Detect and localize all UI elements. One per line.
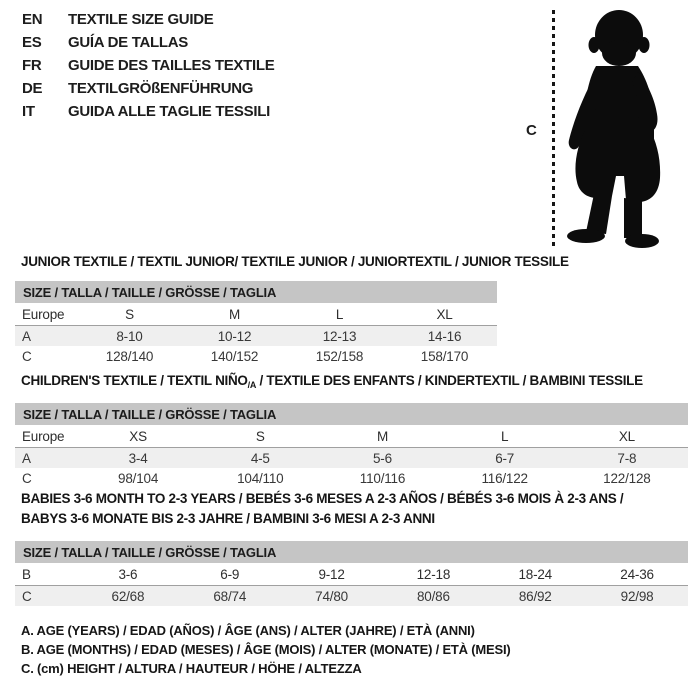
children-size-table	[15, 403, 688, 488]
cell-value: 104/110	[237, 470, 284, 486]
cell-value: 68/74	[179, 586, 281, 607]
size-col-header: M	[321, 425, 443, 448]
children-title-subscript: /A	[247, 380, 257, 390]
language-code: DE	[22, 80, 43, 97]
cell-value: 14-16	[392, 326, 497, 347]
babies-title-line2: BABYS 3-6 MONATE BIS 2-3 JAHRE / BAMBINI 3-6 MESI A 2-3 ANNI	[21, 511, 435, 526]
row-label: C	[22, 348, 32, 364]
language-label: GUIDA ALLE TAGLIE TESSILI	[68, 103, 270, 120]
row-label: A	[15, 326, 77, 347]
table-row-age	[15, 326, 497, 347]
size-header-row	[15, 303, 497, 326]
size-col-header: XL	[392, 303, 497, 326]
cell-value: 86/92	[484, 586, 586, 607]
table-row-height	[15, 346, 497, 366]
language-row-fr	[22, 54, 274, 77]
cell-value: 122/128	[603, 470, 651, 486]
cell-value: 10-12	[182, 326, 287, 347]
junior-size-table	[15, 281, 497, 366]
language-label: GUIDE DES TAILLES TEXTILE	[68, 57, 275, 74]
row-label: C	[15, 586, 77, 607]
cell-value: 12-18	[382, 563, 484, 586]
language-code: EN	[22, 11, 43, 28]
cell-value: 6-9	[179, 563, 281, 586]
language-code: IT	[22, 103, 35, 120]
cell-value: 98/104	[118, 470, 159, 486]
children-title-part: / TEXTILE DES ENFANTS / KINDERTEXTIL / BAMBINI TESSILE	[256, 373, 643, 388]
region-label: Europe	[15, 425, 77, 448]
height-measure-label: C	[526, 122, 537, 139]
cell-value: 128/140	[105, 348, 154, 364]
babies-table-title	[21, 489, 623, 529]
cell-value: 6-7	[444, 448, 566, 469]
size-col-header: S	[199, 425, 321, 448]
language-row-en	[22, 8, 274, 31]
cell-value: 80/86	[382, 586, 484, 607]
cell-value: 5-6	[321, 448, 443, 469]
language-row-it	[22, 100, 274, 123]
language-label: TEXTILE SIZE GUIDE	[68, 11, 214, 28]
table-row-height	[15, 586, 688, 607]
toddler-silhouette	[560, 8, 696, 248]
cell-value: 7-8	[566, 448, 688, 469]
cell-value: 3-6	[77, 563, 179, 586]
legend-line-age-months: B. AGE (MONTHS) / EDAD (MESES) / ÂGE (MOIS) / ALTER (MONATE) / ETÀ (MESI)	[21, 642, 511, 657]
cell-value: 9-12	[281, 563, 383, 586]
legend-line-height: C. (cm) HEIGHT / ALTURA / HAUTEUR / HÖHE / ALTEZZA	[21, 661, 362, 676]
row-label: A	[15, 448, 77, 469]
size-band-label: SIZE / TALLA / TAILLE / GRÖSSE / TAGLIA	[15, 281, 497, 303]
cell-value: 92/98	[586, 586, 688, 607]
cell-value: 62/68	[77, 586, 179, 607]
size-col-header: L	[287, 303, 392, 326]
children-title-part: CHILDREN'S TEXTILE / TEXTIL NIÑO	[21, 373, 248, 388]
measure-legend	[21, 621, 511, 678]
cell-value: 158/170	[420, 348, 469, 364]
cell-value: 74/80	[281, 586, 383, 607]
height-measure-dotted-line	[552, 10, 555, 248]
babies-size-table	[15, 541, 688, 606]
size-col-header: XS	[77, 425, 199, 448]
cell-value: 4-5	[199, 448, 321, 469]
size-col-header: S	[77, 303, 182, 326]
cell-value: 8-10	[77, 326, 182, 347]
babies-title-line1: BABIES 3-6 MONTH TO 2-3 YEARS / BEBÉS 3-6 MESES A 2-3 AÑOS / BÉBÉS 3-6 MOIS À 2-3 ANS /	[21, 491, 624, 506]
language-row-es	[22, 31, 274, 54]
table-row-height	[15, 468, 688, 488]
legend-line-age-years: A. AGE (YEARS) / EDAD (AÑOS) / ÂGE (ANS) / ALTER (JAHRE) / ETÀ (ANNI)	[21, 623, 475, 638]
size-header-row	[15, 425, 688, 448]
size-col-header: XL	[566, 425, 688, 448]
size-band-label: SIZE / TALLA / TAILLE / GRÖSSE / TAGLIA	[15, 403, 688, 425]
size-band-row	[15, 403, 688, 425]
row-label: C	[22, 470, 32, 486]
cell-value: 24-36	[586, 563, 688, 586]
cell-value: 140/152	[210, 348, 259, 364]
language-code: ES	[22, 34, 42, 51]
size-col-header: L	[444, 425, 566, 448]
junior-table-title: JUNIOR TEXTILE / TEXTIL JUNIOR/ TEXTILE JUNIOR / JUNIORTEXTIL / JUNIOR TESSILE	[21, 254, 569, 269]
language-code: FR	[22, 57, 42, 74]
size-band-row	[15, 541, 688, 563]
language-label: TEXTILGRÖßENFÜHRUNG	[68, 80, 254, 97]
row-label: B	[15, 563, 77, 586]
cell-value: 110/116	[359, 470, 406, 486]
cell-value: 152/158	[315, 348, 364, 364]
table-row-age	[15, 448, 688, 469]
cell-value: 3-4	[77, 448, 199, 469]
size-band-label: SIZE / TALLA / TAILLE / GRÖSSE / TAGLIA	[15, 541, 688, 563]
table-row-age-months	[15, 563, 688, 586]
size-band-row	[15, 281, 497, 303]
language-label: GUÍA DE TALLAS	[68, 34, 188, 51]
children-table-title	[21, 373, 643, 390]
language-title-list	[22, 8, 274, 123]
cell-value: 116/122	[481, 470, 528, 486]
size-col-header: M	[182, 303, 287, 326]
cell-value: 18-24	[484, 563, 586, 586]
region-label: Europe	[15, 303, 77, 326]
language-row-de	[22, 77, 274, 100]
cell-value: 12-13	[287, 326, 392, 347]
